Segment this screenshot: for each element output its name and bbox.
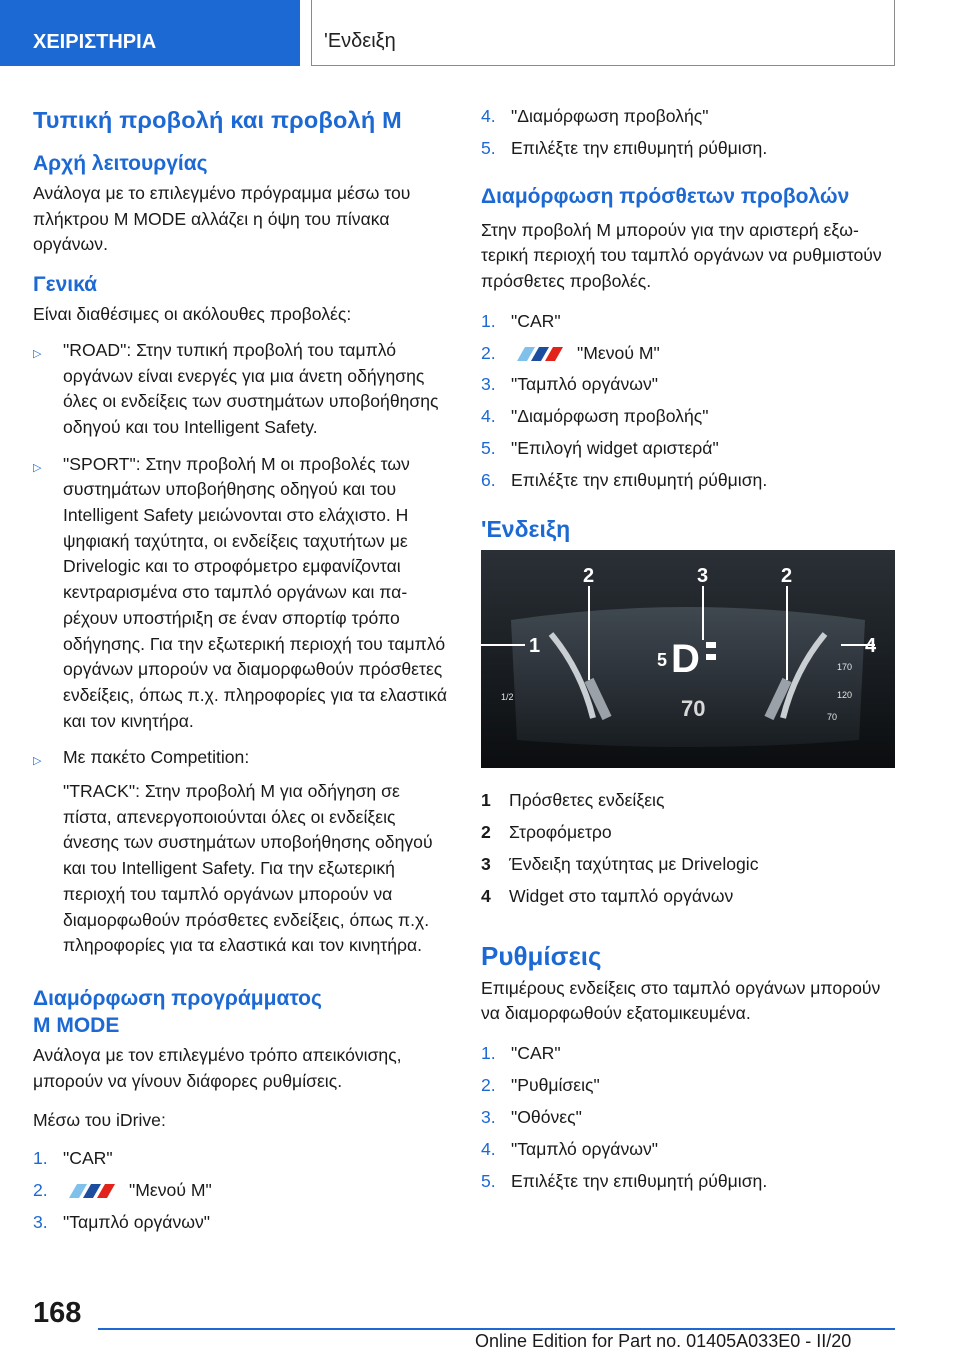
left-column bbox=[33, 100, 451, 1250]
gear-prev-indicator: 5 bbox=[657, 649, 668, 670]
svg-text:70: 70 bbox=[827, 711, 838, 722]
general-heading: Γενικά bbox=[33, 273, 98, 297]
list-item: 3. "Ταμπλό οργάνων" bbox=[33, 1211, 211, 1232]
triangle-bullet-icon: ▷ bbox=[33, 461, 42, 474]
settings-text: Επιμέρους ενδείξεις στο ταμπλό οργάνων μπορούν να διαμορφωθούν εξατομικευμένα. bbox=[481, 977, 881, 1024]
svg-text:1/2: 1/2 bbox=[501, 691, 514, 702]
basic-text: Ανάλογα με το επιλεγμένο πρόγραμμα μέσω του πλήκτρου M MODE αλλάζει η όψη του πίνακα οργάνων. bbox=[33, 183, 411, 255]
chapter-tab: ΧΕΙΡΙΣΤΗΡΙΑ bbox=[0, 0, 300, 66]
list-item: 2. "Ρυθμίσεις" bbox=[481, 1074, 600, 1095]
legend-row: 2 Στροφόμετρο bbox=[481, 821, 612, 842]
callout-2: 2 bbox=[583, 564, 595, 587]
list-item: 1. "CAR" bbox=[481, 1042, 561, 1063]
list-item: 3. "Οθόνες" bbox=[481, 1106, 582, 1127]
instrument-cluster-image bbox=[481, 550, 895, 768]
config-heading: Διαμόρφωση προγράμματος M MODE bbox=[33, 986, 322, 1037]
callout-4: 4 bbox=[865, 634, 877, 657]
triangle-bullet-icon: ▷ bbox=[33, 347, 42, 360]
list-item: 5. "Επιλογή widget αριστερά" bbox=[481, 438, 719, 459]
settings-steps bbox=[481, 1041, 899, 1194]
list-item: 3. "Ταμπλό οργάνων" bbox=[481, 374, 659, 395]
general-intro: Είναι διαθέσιμες οι ακόλουθες προβολές: bbox=[33, 304, 352, 325]
m-logo-icon bbox=[63, 1184, 121, 1198]
right-column bbox=[481, 104, 899, 1208]
extra-steps bbox=[481, 309, 899, 494]
svg-text:120: 120 bbox=[837, 689, 853, 700]
list-item: 2. "Μενού M" bbox=[481, 342, 660, 363]
legend-row: 3 Ένδειξη ταχύτητας με Drivelogic bbox=[481, 853, 759, 874]
config-steps bbox=[33, 1146, 451, 1235]
list-item: 5. Επιλέξτε την επιθυμητή ρύθμιση. bbox=[481, 137, 768, 158]
legend-row: 1 Πρόσθετες ενδείξεις bbox=[481, 789, 665, 810]
footer-edition: Online Edition for Part no. 01405A033E0 - II/20 bbox=[475, 1331, 852, 1351]
legend-row: 4 Widget στο ταμπλό οργάνων bbox=[481, 885, 734, 906]
track-text: "TRACK": Στην προβολή M για οδήγηση σε πίστα, απενεργοποιούνται όλες οι ενδείξεις άνεσης των συστημάτων υποβοήθησης οδηγού και του Intelligent Safety. Για την εξωτερική περιοχή του ταμπλό οργάνων μπορούν να διαμορφωθούν πρόσθετες ενδείξεις, όπως π.χ. πληροφορίες για τα ελαστικά και τον κινητήρα. bbox=[63, 781, 433, 956]
section-tab: 'Ενδειξη bbox=[311, 0, 895, 66]
view-list bbox=[33, 338, 451, 771]
callout-1: 1 bbox=[529, 634, 541, 657]
list-item: 1. "CAR" bbox=[33, 1148, 113, 1169]
list-item: 4. "Διαμόρφωση προβολής" bbox=[481, 106, 709, 126]
list-item: ▷ "SPORT": Στην προβολή M οι προβολές των συστημάτων υποβοήθησης οδηγού και του Intelligent Safety μειώνονται στο ελάχιστο. Η ψηφιακή ταχύτητα, οι ενδείξεις ταχυτήτων με Drivelogic και το στροφόμετρο εμφανίζονται κεντραρισμένα στο ταμπλό οργάνων και παρέχουν υποστήριξη σε έναν σπορτίφ τρόπο οδήγησης. Για την εξωτερική περιοχή του ταμπλό οργάνων μπορούν να διαμορφωθούν πρόσθετες ενδείξεις, όπως π.χ. πληροφορίες για τα ελαστικά και τον κινητήρα. bbox=[33, 453, 448, 731]
config-via: Μέσω του iDrive: bbox=[33, 1110, 166, 1131]
config-text: Ανάλογα με τον επιλεγμένο τρόπο απεικόνισης, μπορούν να γίνουν διάφορες ρυθμίσεις. bbox=[33, 1044, 402, 1091]
m-logo-icon bbox=[511, 347, 569, 361]
list-item: 5. Επιλέξτε την επιθυμητή ρύθμιση. bbox=[481, 1170, 768, 1191]
basic-heading: Αρχή λειτουργίας bbox=[33, 152, 208, 175]
display-heading: 'Ενδειξη bbox=[481, 515, 571, 542]
list-item: 6. Επιλέξτε την επιθυμητή ρύθμιση. bbox=[481, 470, 768, 491]
list-item: 1. "CAR" bbox=[481, 310, 561, 331]
list-item: 4. "Ταμπλό οργάνων" bbox=[481, 1138, 659, 1159]
settings-heading: Ρυθμίσεις bbox=[481, 940, 602, 971]
list-item: 2. "Μενού M" bbox=[33, 1179, 212, 1200]
extra-views-heading: Διαμόρφωση πρόσθετων προβολών bbox=[481, 184, 850, 208]
list-item: 4. "Διαμόρφωση προβολής" bbox=[481, 406, 709, 427]
footer-divider bbox=[98, 1328, 895, 1330]
extra-views-text: Στην προβολή M μπορούν για την αριστερή εξωτερική περιοχή του ταμπλό οργάνων να ρυθμιστούν πρόσθετες προβολές. bbox=[481, 219, 882, 291]
list-item: ▷ Με πακέτο Competition: bbox=[33, 745, 451, 771]
triangle-bullet-icon: ▷ bbox=[33, 755, 42, 768]
callout-2b: 2 bbox=[781, 564, 793, 587]
svg-text:170: 170 bbox=[837, 661, 853, 672]
callout-3: 3 bbox=[697, 564, 709, 587]
gear-indicator: D bbox=[671, 636, 700, 681]
page-header bbox=[0, 0, 960, 66]
config-steps-cont bbox=[481, 104, 899, 162]
speed-readout: 70 bbox=[681, 695, 706, 721]
list-item: ▷ "ROAD": Στην τυπική προβολή του ταμπλό οργάνων είναι ενεργές για μια άνετη οδήγησης όλες οι ενδείξεις των συστημάτων υποβοήθησης οδηγού και του Intelligent Safety. bbox=[33, 339, 439, 437]
page-number: 168 bbox=[33, 1297, 82, 1329]
image-legend bbox=[481, 788, 899, 910]
section-title: Τυπική προβολή και προβολή M bbox=[33, 107, 402, 133]
